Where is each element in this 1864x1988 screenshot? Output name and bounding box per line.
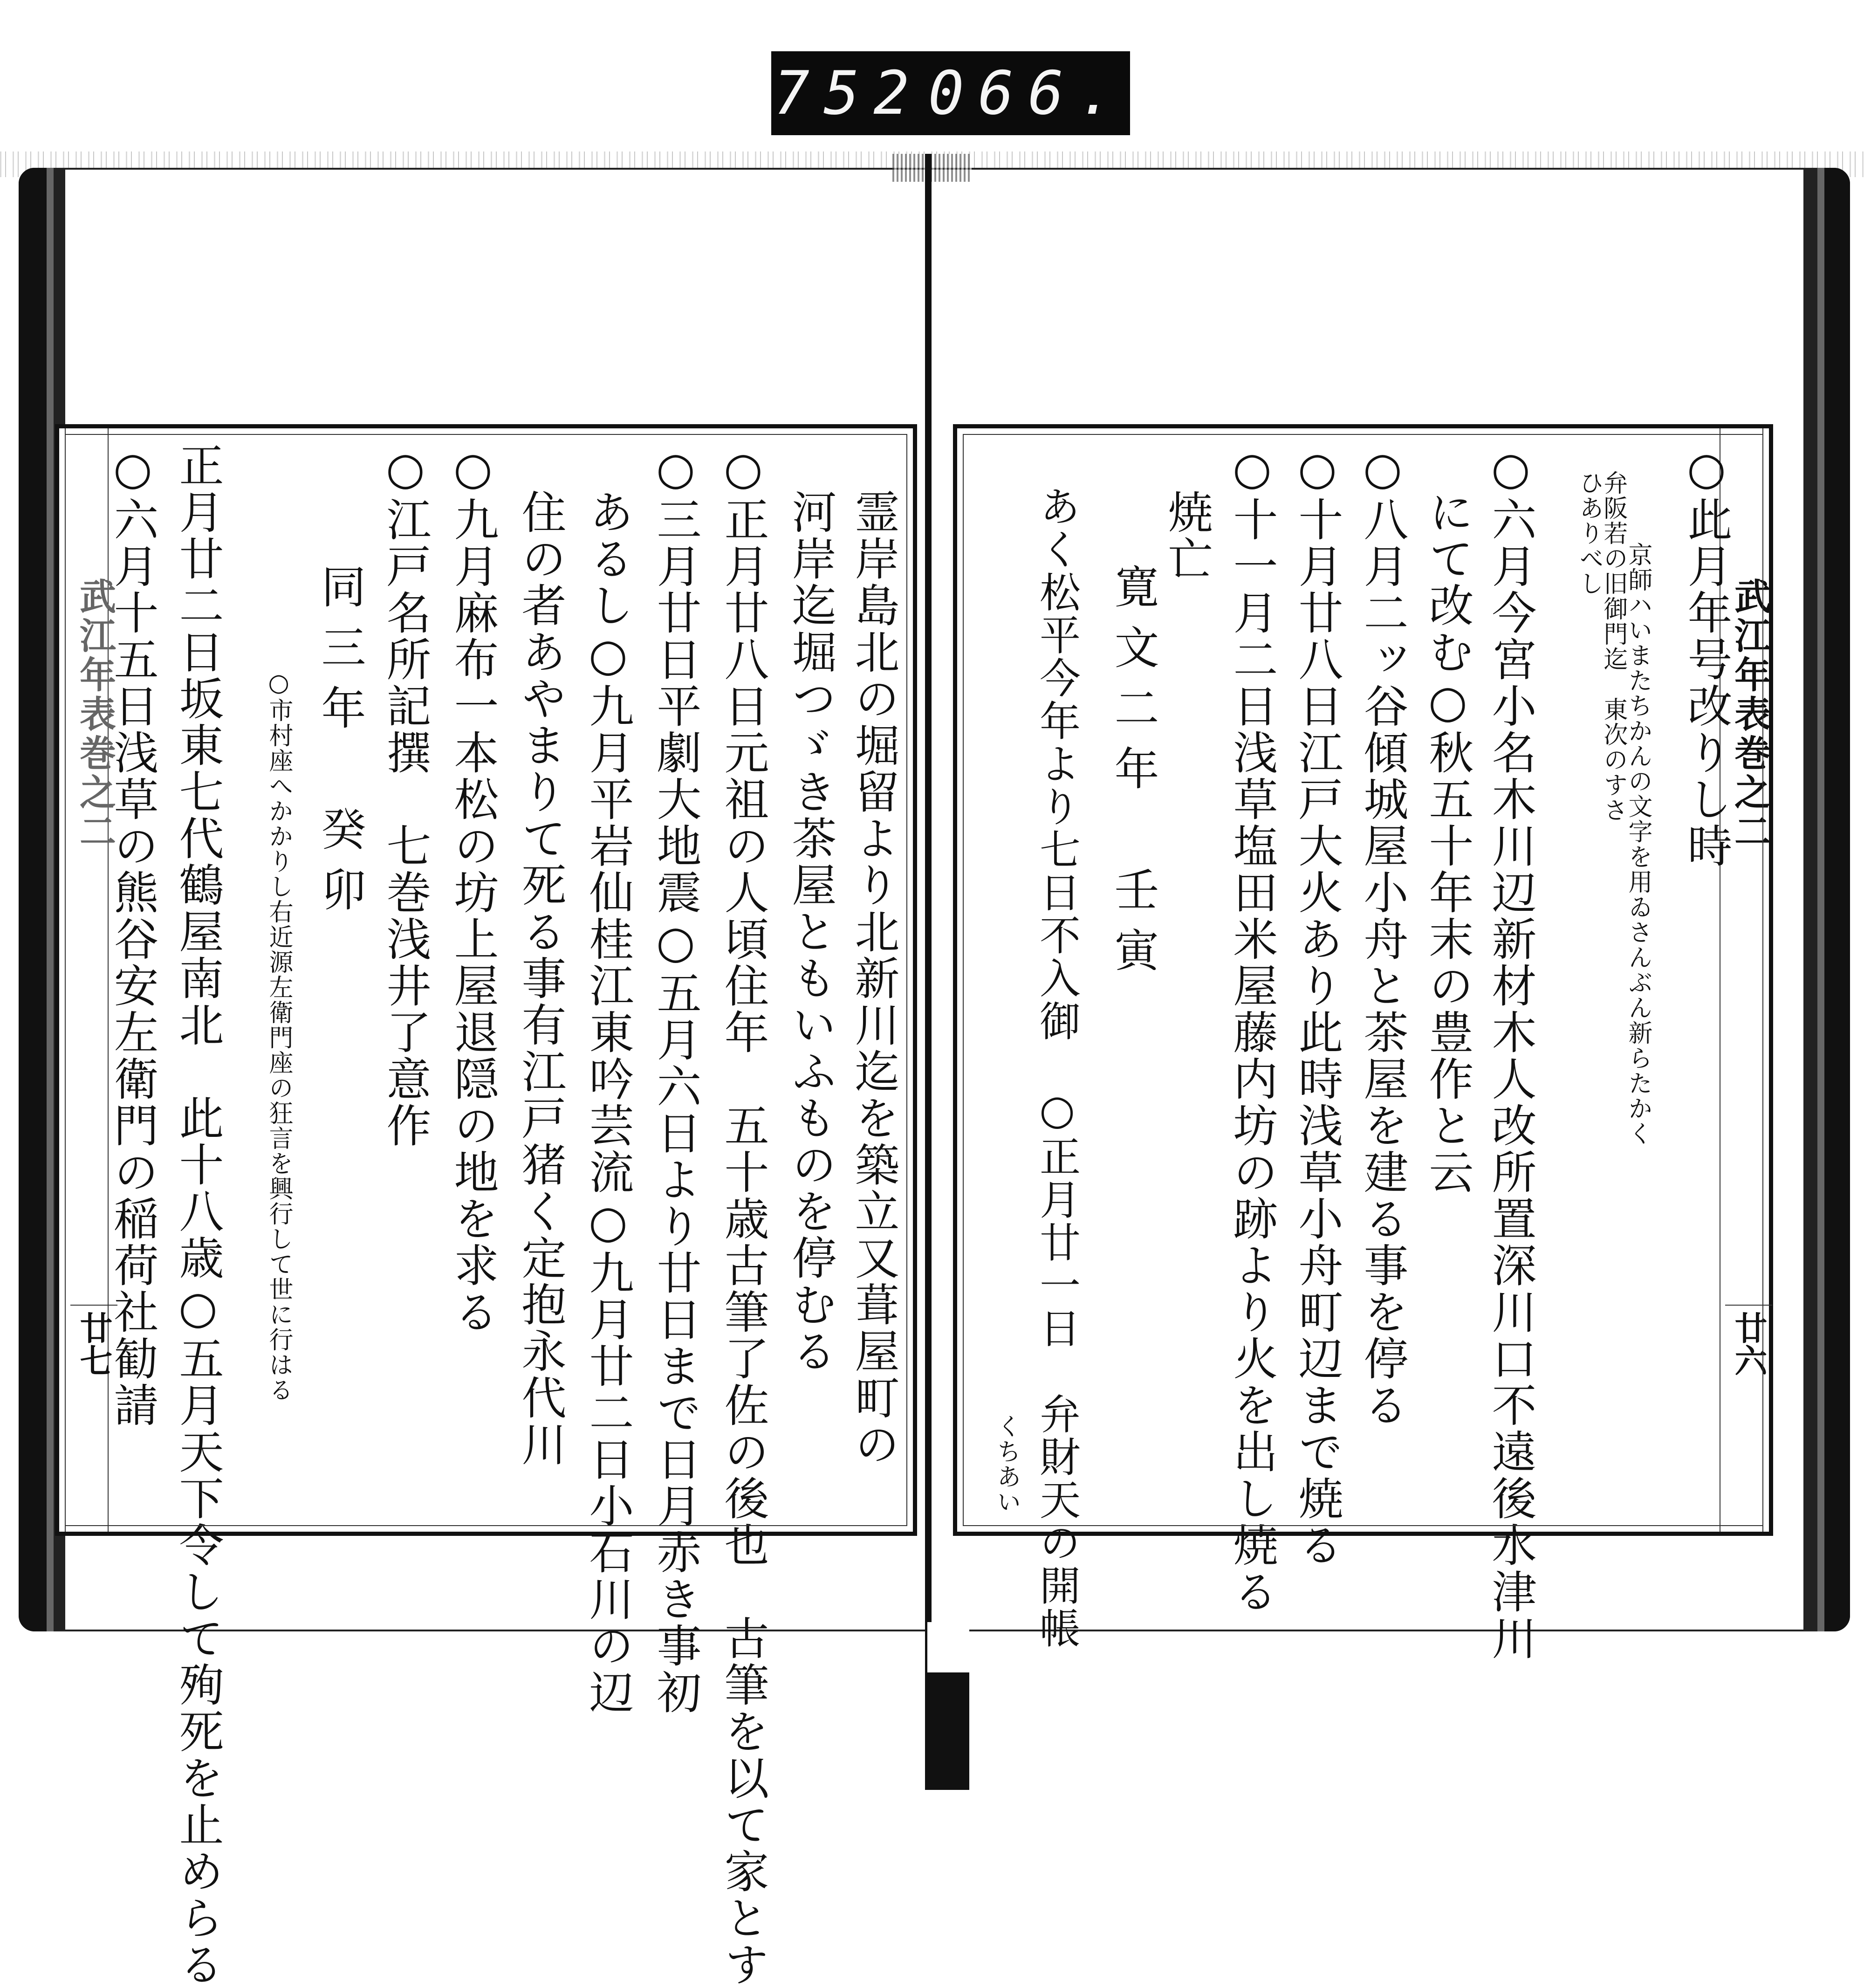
left-column-3: ○正月廿八日元祖の人頃住年 五十歳古筆了佐の後也 古筆を以て家とす <box>717 442 769 1988</box>
left-column-10: 正月廿二日坂東七代鶴屋南北 此十八歳○五月天下令して殉死を止めらる <box>172 442 224 1988</box>
right-era-heading: 寛文二年 壬寅 <box>1107 442 1159 988</box>
left-page-frame <box>55 424 917 1988</box>
right-column-5: にて改む○秋五十年末の豊作と云 <box>1422 442 1474 1196</box>
left-era-heading: 同三年 癸卯 <box>314 442 366 927</box>
left-running-head <box>65 428 116 1532</box>
right-column-7: ○十月廿八日江戸大火あり此時浅草小舟町辺まで焼る <box>1291 442 1343 1568</box>
left-column-5: あるし○九月平岩仙桂江東吟芸流○九月廿二日小石川の辺 <box>582 442 634 1716</box>
right-column-11: あく松平今年より七日不入御 ○正月廿一日 弁財天の開帳 <box>1033 442 1081 1650</box>
right-column-4: ○六月今宮小名木川辺新材木人改所置深川口不遠後水津川 <box>1485 442 1537 1662</box>
left-column-8: ○江戸名所記撰 七巻浅井了意作 <box>379 442 432 1149</box>
left-column-note: ○市村座へかかりし右近源左衛門座の狂言を興行して世に行はる <box>265 568 293 1403</box>
film-id-label <box>771 51 1130 135</box>
right-column-furigana: くちあい <box>993 1389 1021 1514</box>
left-column-2: 河岸迄堀つゞき茶屋ともいふものを停むる <box>785 442 837 1375</box>
left-column-6: 住の者あやまりて死る事有江戸猪く定抱永代川 <box>514 442 567 1468</box>
left-column-11: ○六月十五日浅草の熊谷安左衛門の稲荷社勧請 <box>107 442 159 1429</box>
gutter-foot-shadow <box>927 1622 969 1790</box>
right-column-9: 焼亡 <box>1161 442 1213 582</box>
right-page-frame <box>953 424 1773 1662</box>
right-column-1: ○此月年号改りし時 <box>1680 442 1733 869</box>
right-column-2: 京師ハいまたちかんの文字を用ゐさんぶん新らたかく <box>1624 517 1652 1146</box>
book-gutter <box>925 154 932 1790</box>
left-running-title: 武江年表巻之二 <box>74 578 116 852</box>
left-column-4: ○三月廿日平劇大地震○五月六日より廿日まで日月赤き事初 <box>650 442 702 1716</box>
gutter-top-shadow <box>892 154 972 182</box>
right-folio: 廿六 <box>1725 1305 1772 1376</box>
right-column-6: ○八月二ッ谷傾城屋小舟と茶屋を建る事を停る <box>1357 442 1409 1429</box>
left-column-7: ○九月麻布一本松の坊上屋退隠の地を求る <box>447 442 499 1335</box>
film-frame-number: 066. <box>928 58 1128 128</box>
right-page-edge <box>1803 168 1850 1631</box>
right-running-title: 武江年表巻之二 <box>1728 578 1771 852</box>
film-reel-number: 752 <box>774 58 924 128</box>
left-column-1: 霊岸島北の堀留より北新川迄を築立又葺屋町の <box>848 442 900 1468</box>
right-column-8: ○十一月二日浅草塩田米屋藤内坊の跡より火を出し焼る <box>1226 442 1278 1615</box>
left-folio: 廿七 <box>70 1305 117 1376</box>
right-column-3: 弁阪若の旧御門迄 東次のすさひありべし <box>1575 470 1627 823</box>
